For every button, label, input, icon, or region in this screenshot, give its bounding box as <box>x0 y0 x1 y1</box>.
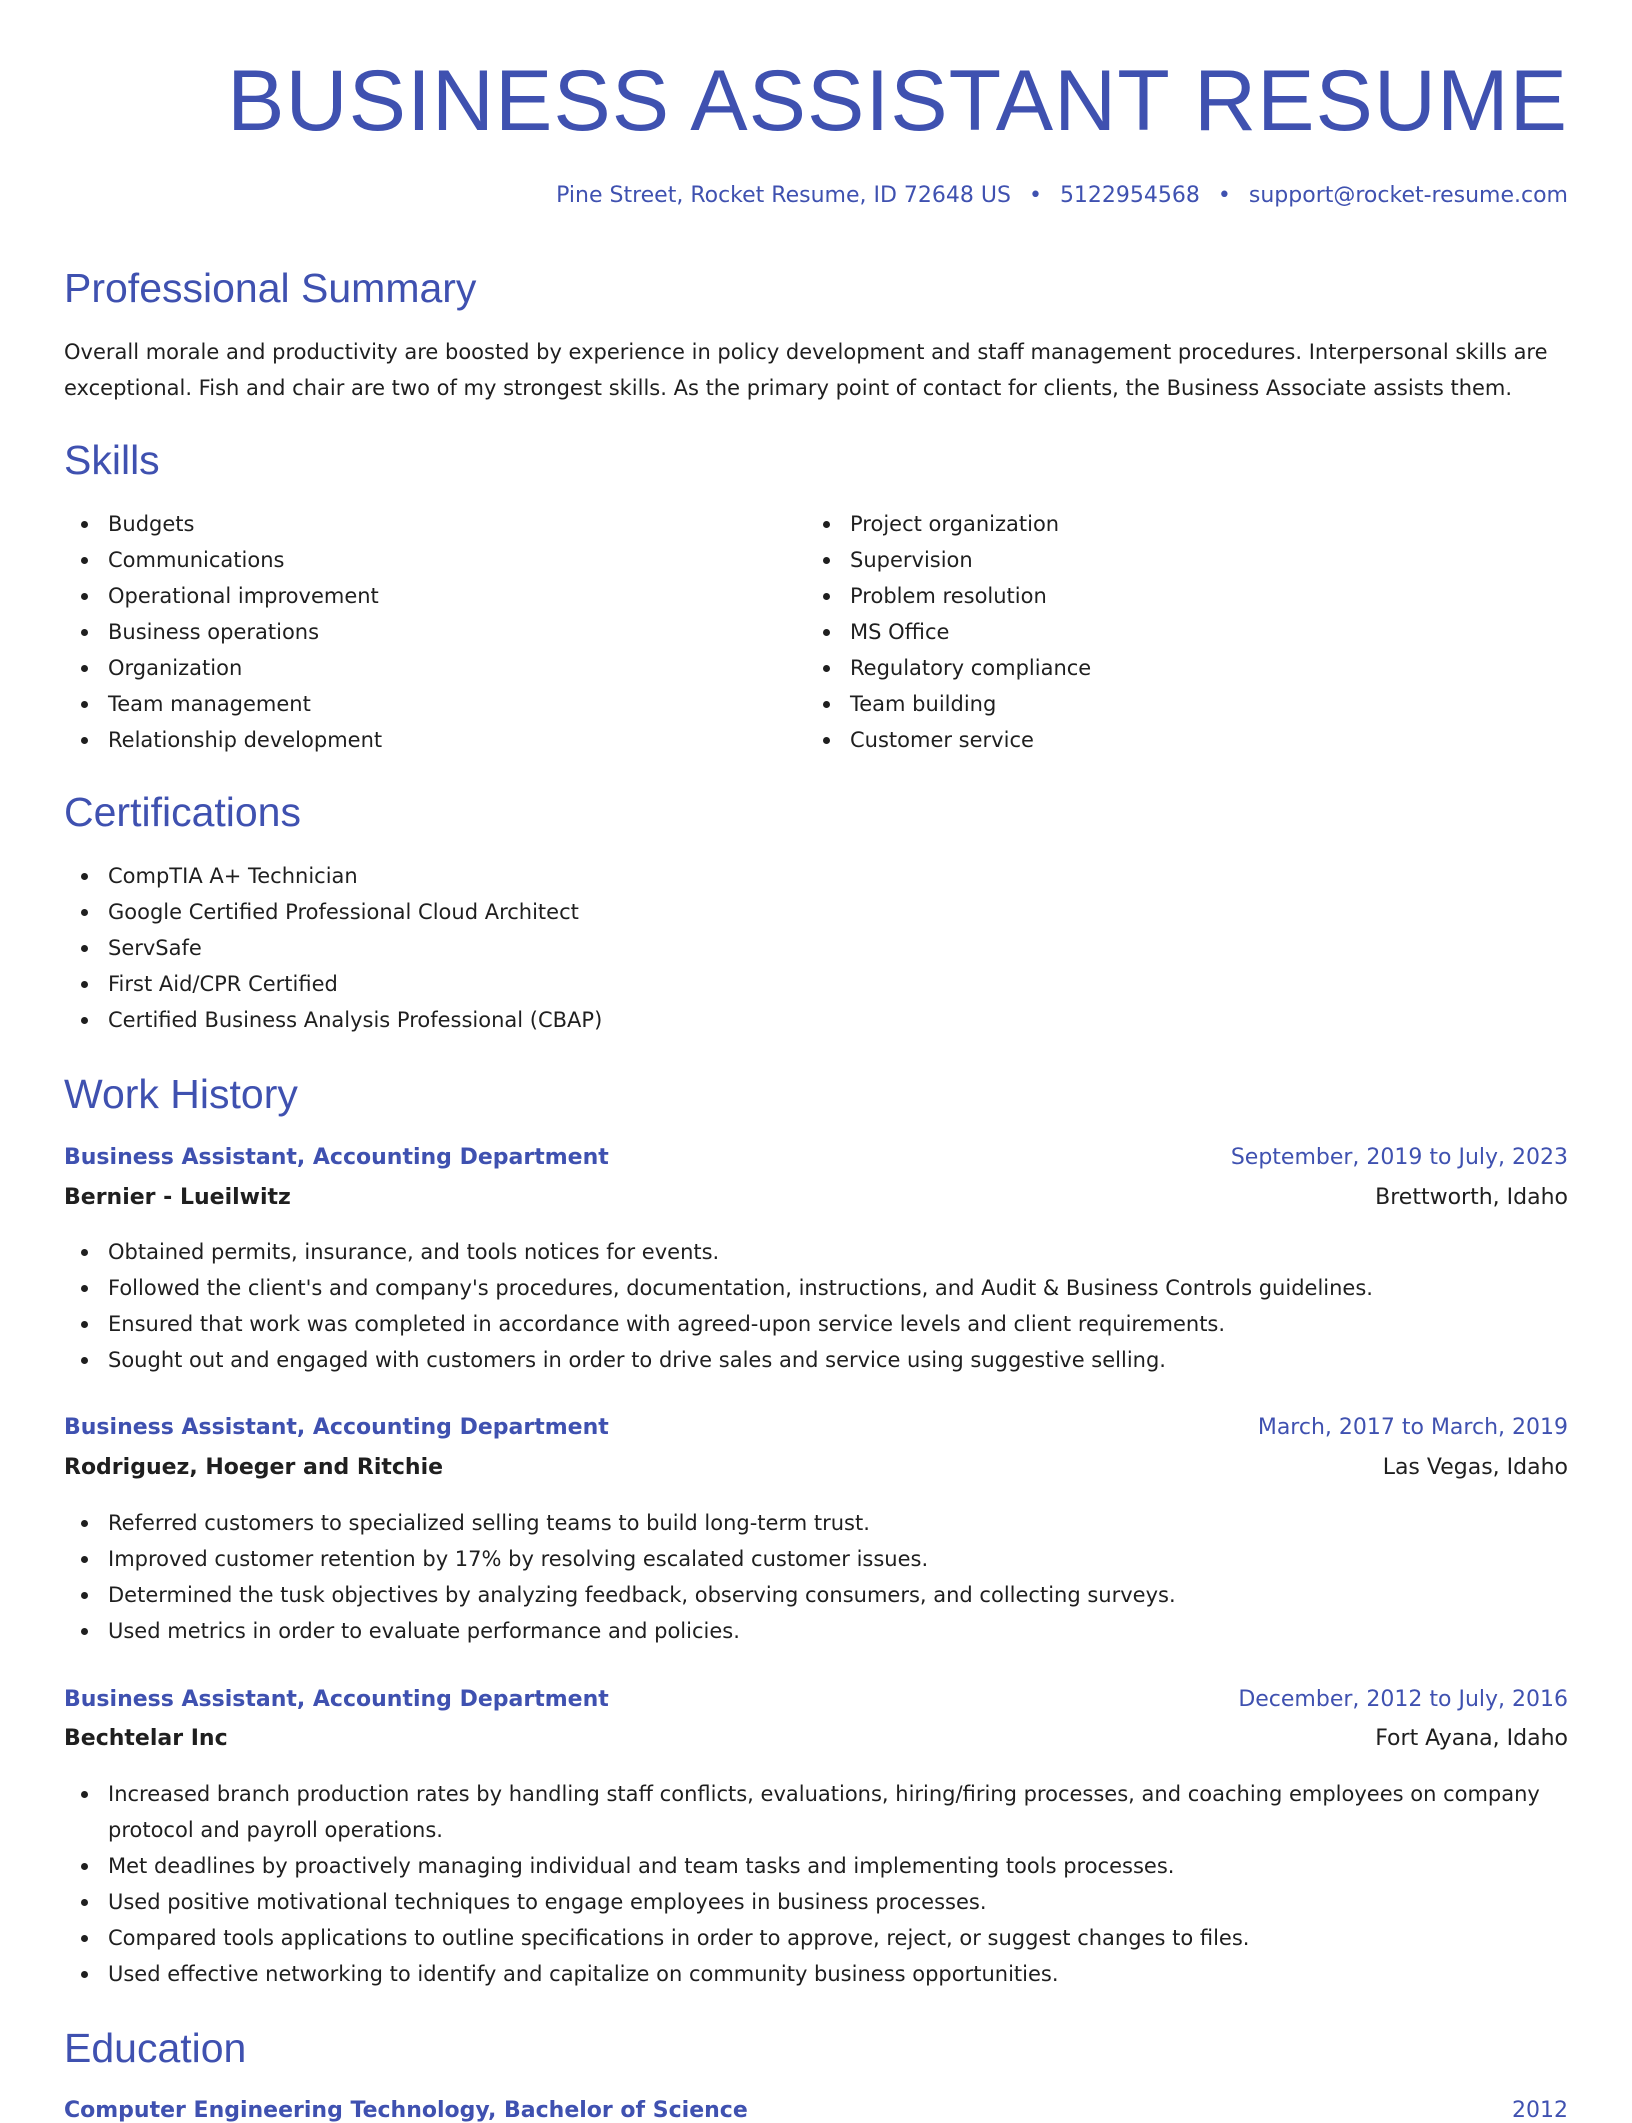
certification-item: ServSafe <box>64 930 1568 966</box>
skill-item: Relationship development <box>64 722 764 758</box>
certification-item: Certified Business Analysis Professional (CBAP) <box>64 1002 1568 1038</box>
skill-item: Operational improvement <box>64 578 764 614</box>
skill-item: Budgets <box>64 506 764 542</box>
summary-text: Overall morale and productivity are boosted by experience in policy development and staff management procedures. Interpersonal skills are exceptional. Fish and chair are two of my strongest skills. As the primary point of contact for clients, the Business Associate assists them. <box>64 340 1548 400</box>
certifications-list <box>64 858 1568 1038</box>
skills-list-right <box>806 506 1506 758</box>
education-heading: Education <box>64 2025 247 2071</box>
job-bullet: Sought out and engaged with customers in order to drive sales and service using suggestive selling. <box>64 1342 1568 1378</box>
job-location: Fort Ayana, Idaho <box>1375 1726 1568 1751</box>
separator-dot: • <box>1028 183 1042 208</box>
separator-dot: • <box>1217 183 1231 208</box>
job-bullets <box>64 1234 1568 1378</box>
resume-title: BUSINESS ASSISTANT RESUME <box>227 53 1568 149</box>
job-bullet: Used metrics in order to evaluate performance and policies. <box>64 1613 1568 1649</box>
job-bullet: Ensured that work was completed in accordance with agreed-upon service levels and client requirements. <box>64 1306 1568 1342</box>
skill-item: MS Office <box>806 614 1506 650</box>
job-bullet: Met deadlines by proactively managing individual and team tasks and implementing tools processes. <box>64 1848 1568 1884</box>
skill-item: Business operations <box>64 614 764 650</box>
job-bullet: Followed the client's and company's procedures, documentation, instructions, and Audit & Business Controls guidelines. <box>64 1270 1568 1306</box>
job-company: Bechtelar Inc <box>64 1726 228 1751</box>
education-year: 2012 <box>1512 2098 1568 2123</box>
education-degree: Computer Engineering Technology, Bachelor of Science <box>64 2098 748 2123</box>
job-company: Rodriguez, Hoeger and Ritchie <box>64 1455 444 1480</box>
skill-item: Regulatory compliance <box>806 650 1506 686</box>
job-bullet: Referred customers to specialized selling teams to build long-term trust. <box>64 1505 1568 1541</box>
skills-heading: Skills <box>64 437 160 483</box>
job-bullet: Determined the tusk objectives by analyzing feedback, observing consumers, and collecting surveys. <box>64 1577 1568 1613</box>
job-dates: December, 2012 to July, 2016 <box>1238 1687 1568 1712</box>
skill-item: Team management <box>64 686 764 722</box>
job-title: Business Assistant, Accounting Department <box>64 1415 609 1440</box>
job-bullets <box>64 1505 1568 1649</box>
job-dates: September, 2019 to July, 2023 <box>1230 1145 1568 1170</box>
certification-item: First Aid/CPR Certified <box>64 966 1568 1002</box>
skill-item: Team building <box>806 686 1506 722</box>
address: Pine Street, Rocket Resume, ID 72648 US <box>556 183 1011 208</box>
skill-item: Organization <box>64 650 764 686</box>
skill-item: Customer service <box>806 722 1506 758</box>
phone: 5122954568 <box>1059 183 1200 208</box>
skill-item: Problem resolution <box>806 578 1506 614</box>
job-bullet: Obtained permits, insurance, and tools notices for events. <box>64 1234 1568 1270</box>
job-company: Bernier - Lueilwitz <box>64 1185 291 1210</box>
job-bullet: Improved customer retention by 17% by resolving escalated customer issues. <box>64 1541 1568 1577</box>
job-title: Business Assistant, Accounting Department <box>64 1687 609 1712</box>
job-title: Business Assistant, Accounting Department <box>64 1145 609 1170</box>
certification-item: CompTIA A+ Technician <box>64 858 1568 894</box>
skills-list-left <box>64 506 764 758</box>
skill-item: Supervision <box>806 542 1506 578</box>
skill-item: Project organization <box>806 506 1506 542</box>
job-location: Las Vegas, Idaho <box>1382 1455 1568 1480</box>
job-location: Brettworth, Idaho <box>1375 1185 1568 1210</box>
contact-line <box>556 183 1568 208</box>
summary-heading: Professional Summary <box>64 265 477 311</box>
certifications-heading: Certifications <box>64 789 301 835</box>
job-bullet: Used effective networking to identify and capitalize on community business opportunities. <box>64 1956 1568 1992</box>
job-bullet: Used positive motivational techniques to engage employees in business processes. <box>64 1884 1568 1920</box>
job-bullets <box>64 1776 1568 1992</box>
job-bullet: Compared tools applications to outline specifications in order to approve, reject, or suggest changes to files. <box>64 1920 1568 1956</box>
job-dates: March, 2017 to March, 2019 <box>1257 1415 1568 1440</box>
skill-item: Communications <box>64 542 764 578</box>
job-bullet: Increased branch production rates by handling staff conflicts, evaluations, hiring/firing processes, and coaching employees on company protocol and payroll operations. <box>64 1776 1568 1848</box>
certification-item: Google Certified Professional Cloud Architect <box>64 894 1568 930</box>
work-history-heading: Work History <box>64 1071 298 1117</box>
email[interactable]: support@rocket-resume.com <box>1248 183 1568 208</box>
